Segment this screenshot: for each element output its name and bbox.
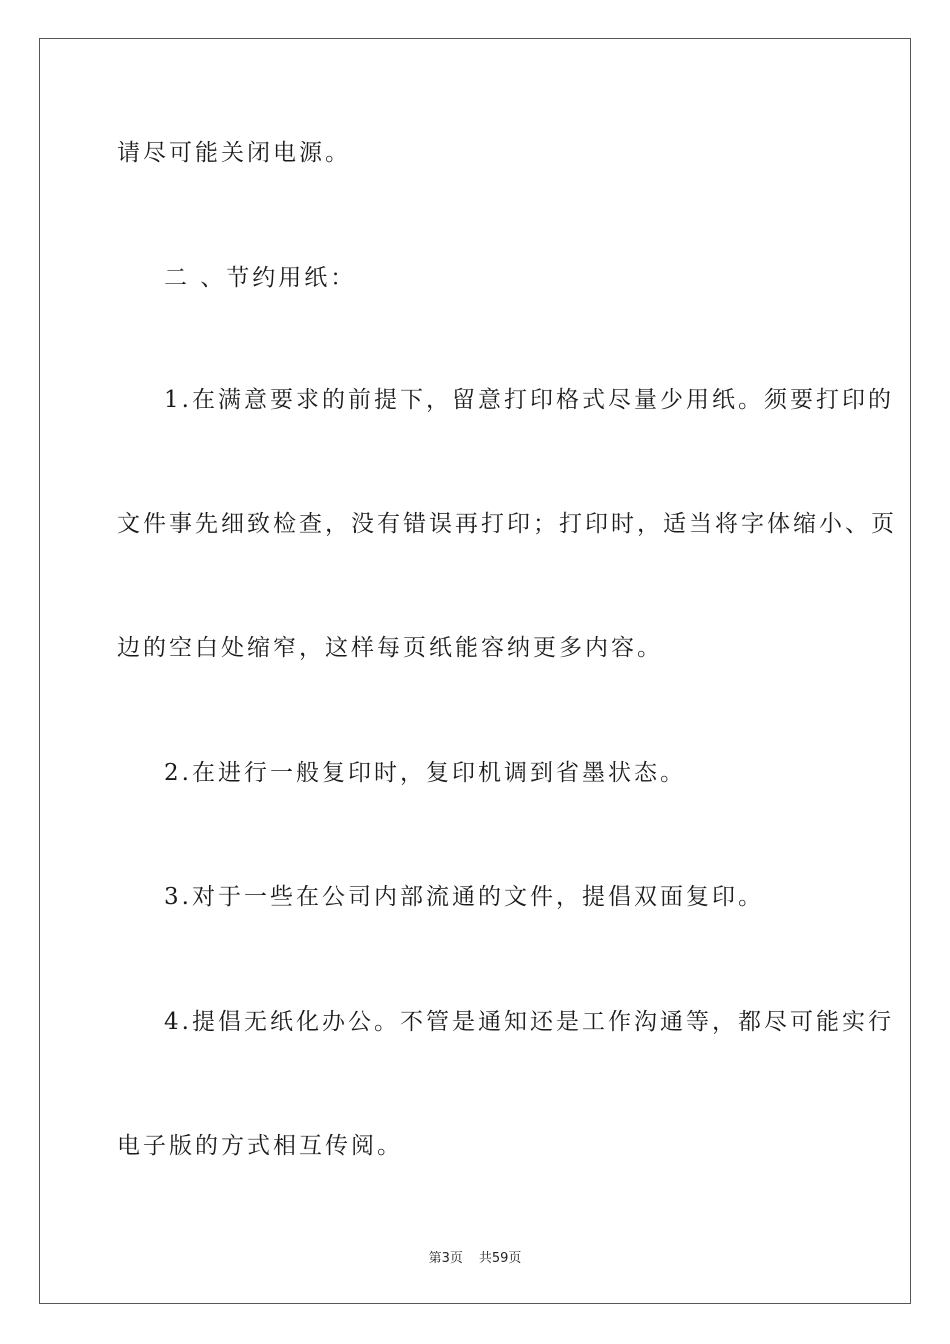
paragraph-line-3: 1.在满意要求的前提下，留意打印格式尽量少用纸。须要打印的 — [164, 387, 894, 413]
page-number: 第3页 — [428, 1251, 463, 1266]
paragraph-line-4: 文件事先细致检查，没有错误再打印；打印时，适当将字体缩小、页 — [117, 511, 897, 537]
paragraph-line-8: 4.提倡无纸化办公。不管是通知还是工作沟通等，都尽可能实行 — [164, 1009, 894, 1035]
paragraph-line-1: 请尽可能关闭电源。 — [117, 140, 351, 166]
page-footer — [0, 1247, 950, 1266]
paragraph-line-6: 2.在进行一般复印时，复印机调到省墨状态。 — [164, 760, 686, 786]
page-border — [39, 38, 911, 1304]
paragraph-line-5: 边的空白处缩窄，这样每页纸能容纳更多内容。 — [117, 635, 663, 661]
page-total: 共59页 — [478, 1251, 522, 1266]
paragraph-line-9: 电子版的方式相互传阅。 — [117, 1133, 403, 1159]
paragraph-line-7: 3.对于一些在公司内部流通的文件，提倡双面复印。 — [164, 884, 764, 910]
section-heading: 二 、节约用纸： — [164, 265, 357, 291]
